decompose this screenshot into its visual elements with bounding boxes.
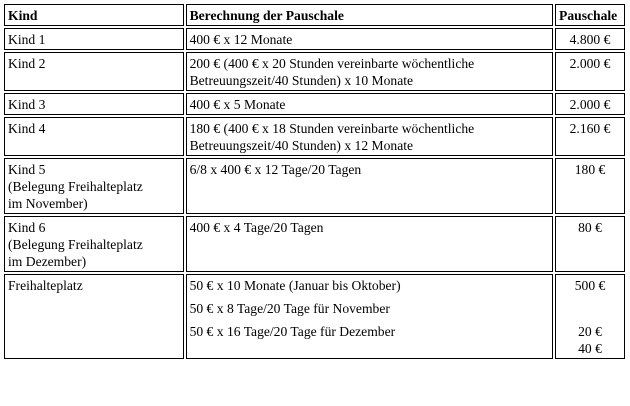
berechnung-cell xyxy=(186,158,553,214)
pauschale-cell: 180 € xyxy=(555,158,625,214)
table-row xyxy=(4,216,625,272)
header-pauschale: Pauschale xyxy=(555,4,625,26)
kind-cell xyxy=(4,216,184,272)
kind-line: (Belegung Freihalteplatz xyxy=(8,237,143,252)
freihalteplatz-label: Freihalteplatz xyxy=(8,278,83,293)
kind-line: Kind 4 xyxy=(8,121,46,136)
freihalteplatz-row xyxy=(4,274,625,359)
pauschale-cell: 2.000 € xyxy=(555,93,625,115)
pauschale-line xyxy=(559,300,621,317)
kind-line: Kind 3 xyxy=(8,97,46,112)
berechnung-cell xyxy=(186,52,553,91)
pauschale-cell xyxy=(555,274,625,359)
berechnung-line: 6/8 x 400 € x 12 Tage/20 Tagen xyxy=(189,162,362,177)
pauschale-cell: 80 € xyxy=(555,216,625,272)
kind-line: im Dezember) xyxy=(8,254,87,269)
berechnung-line: Betreuungszeit/40 Stunden) x 10 Monate xyxy=(189,73,414,88)
table-row xyxy=(4,52,625,91)
kind-line: Kind 5 xyxy=(8,162,46,177)
kind-cell xyxy=(4,93,184,115)
berechnung-line: Betreuungszeit/40 Stunden) x 12 Monate xyxy=(189,138,414,153)
kind-cell xyxy=(4,117,184,156)
table-row xyxy=(4,28,625,50)
berechnung-cell xyxy=(186,93,553,115)
pauschale-line: 500 € xyxy=(574,278,606,293)
table-row xyxy=(4,117,625,156)
pauschale-cell: 4.800 € xyxy=(555,28,625,50)
kind-cell xyxy=(4,28,184,50)
berechnung-line: 180 € (400 € x 18 Stunden vereinbarte wöchentliche xyxy=(189,121,475,136)
kind-line: Kind 1 xyxy=(8,32,46,47)
pauschale-table xyxy=(2,2,627,361)
berechnung-line: 50 € x 16 Tage/20 Tage für Dezember xyxy=(189,324,396,339)
pauschale-cell: 2.160 € xyxy=(555,117,625,156)
berechnung-line: 400 € x 12 Monate xyxy=(189,32,293,47)
berechnung-line: 200 € (400 € x 20 Stunden vereinbarte wöchentliche xyxy=(189,56,475,71)
pauschale-cell: 2.000 € xyxy=(555,52,625,91)
header-row xyxy=(4,4,625,26)
kind-cell xyxy=(4,274,184,359)
header-kind: Kind xyxy=(4,4,184,26)
pauschale-line: 40 € xyxy=(578,341,602,356)
pauschale-line: 20 € xyxy=(578,324,602,339)
berechnung-cell xyxy=(186,216,553,272)
berechnung-cell xyxy=(186,274,553,359)
kind-cell xyxy=(4,158,184,214)
kind-line: Kind 6 xyxy=(8,220,46,235)
header-berechnung: Berechnung der Pauschale xyxy=(186,4,553,26)
berechnung-line: 400 € x 5 Monate xyxy=(189,97,286,112)
kind-line: (Belegung Freihalteplatz xyxy=(8,179,143,194)
table-row xyxy=(4,158,625,214)
berechnung-line: 50 € x 8 Tage/20 Tage für November xyxy=(189,301,390,316)
berechnung-line: 50 € x 10 Monate (Januar bis Oktober) xyxy=(189,278,401,293)
berechnung-line: 400 € x 4 Tage/20 Tagen xyxy=(189,220,324,235)
berechnung-cell xyxy=(186,117,553,156)
kind-cell xyxy=(4,52,184,91)
table-row xyxy=(4,93,625,115)
berechnung-line xyxy=(190,340,549,357)
kind-line: im November) xyxy=(8,196,88,211)
kind-line: Kind 2 xyxy=(8,56,46,71)
berechnung-cell xyxy=(186,28,553,50)
